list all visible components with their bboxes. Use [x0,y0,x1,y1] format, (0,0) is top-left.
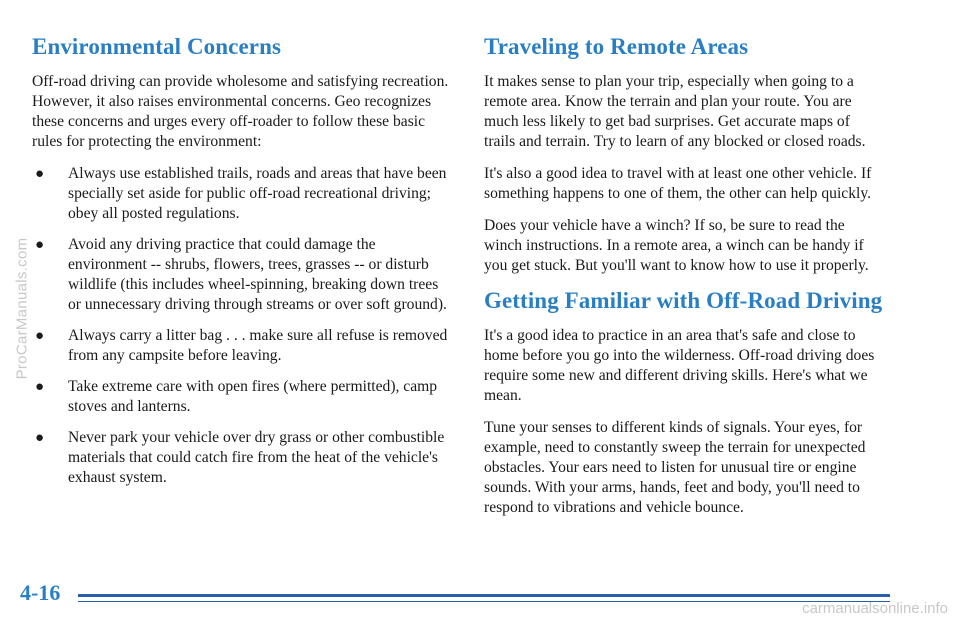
paragraph: Does your vehicle have a winch? If so, be sure to read the winch instructions. In a remote area, a winch can be handy if you get stuck. But you'll want to know how to use it properly. [484,217,869,274]
list-item [32,235,450,315]
list-item-text: Never park your vehicle over dry grass or other combustible materials that could catch fire from the heat of the vehicle's exhaust system. [68,429,445,486]
section-heading-off-road: Getting Familiar with Off-Road Driving [484,288,883,313]
paragraph: It makes sense to plan your trip, especially when going to a remote area. Know the terrain and plan your route. You are much less likely to get bad surprises. Get accurate maps of trails and terrain. Try to learn of any blocked or closed roads. [484,73,866,150]
bullet-icon: ● [35,328,45,344]
intro-paragraph: Off-road driving can provide wholesome and satisfying recreation. However, it also raises environmental concerns. Geo recognizes these concerns and urges every off-roader to follow these basic rules for protecting the environment: [32,73,449,150]
list-item-text: Take extreme care with open fires (where permitted), camp stoves and lanterns. [68,378,438,415]
page-number: 4-16 [20,580,61,605]
section-heading-environmental: Environmental Concerns [32,34,282,59]
list-item-text: Always use established trails, roads and areas that have been specially set aside for public off-road recreational driving; obey all posted regulations. [68,165,447,222]
list-item [32,326,450,366]
list-item [32,428,450,488]
list-item-text: Always carry a litter bag . . . make sure all refuse is removed from any campsite before leaving. [68,327,448,364]
bullet-icon: ● [35,379,45,395]
section-heading-remote-areas: Traveling to Remote Areas [484,34,749,59]
side-watermark: ProCarManuals.com [13,237,31,380]
page-footer [20,578,890,608]
list-item [32,377,450,417]
right-column [484,34,884,530]
list-item-text: Avoid any driving practice that could damage the environment -- shrubs, flowers, trees, grasses -- or disturb wildlife (this includes wheel-spinning, breaking down trees or unnecessary driving through streams or over soft ground). [68,236,447,313]
rules-list [32,164,450,488]
bullet-icon: ● [35,166,45,182]
paragraph: It's a good idea to practice in an area that's safe and close to home before you go into the wilderness. Off-road driving does require some new and different driving skills. Here's what we mean. [484,327,875,404]
bottom-watermark: carmanualsonline.info [802,600,948,617]
footer-rule [78,594,890,597]
paragraph: It's also a good idea to travel with at least one other vehicle. If something happens to one of them, the other can help quickly. [484,165,872,202]
left-column [32,34,450,499]
paragraph: Tune your senses to different kinds of signals. Your eyes, for example, need to constantly sweep the terrain for unexpected obstacles. Your ears need to listen for unusual tire or engine sounds. With your arms, hands, feet and body, you'll need to respond to vibrations and vehicle bounce. [484,419,866,516]
footer-rule-thin [78,601,890,602]
bullet-icon: ● [35,430,45,446]
bullet-icon: ● [35,237,45,253]
list-item [32,164,450,224]
